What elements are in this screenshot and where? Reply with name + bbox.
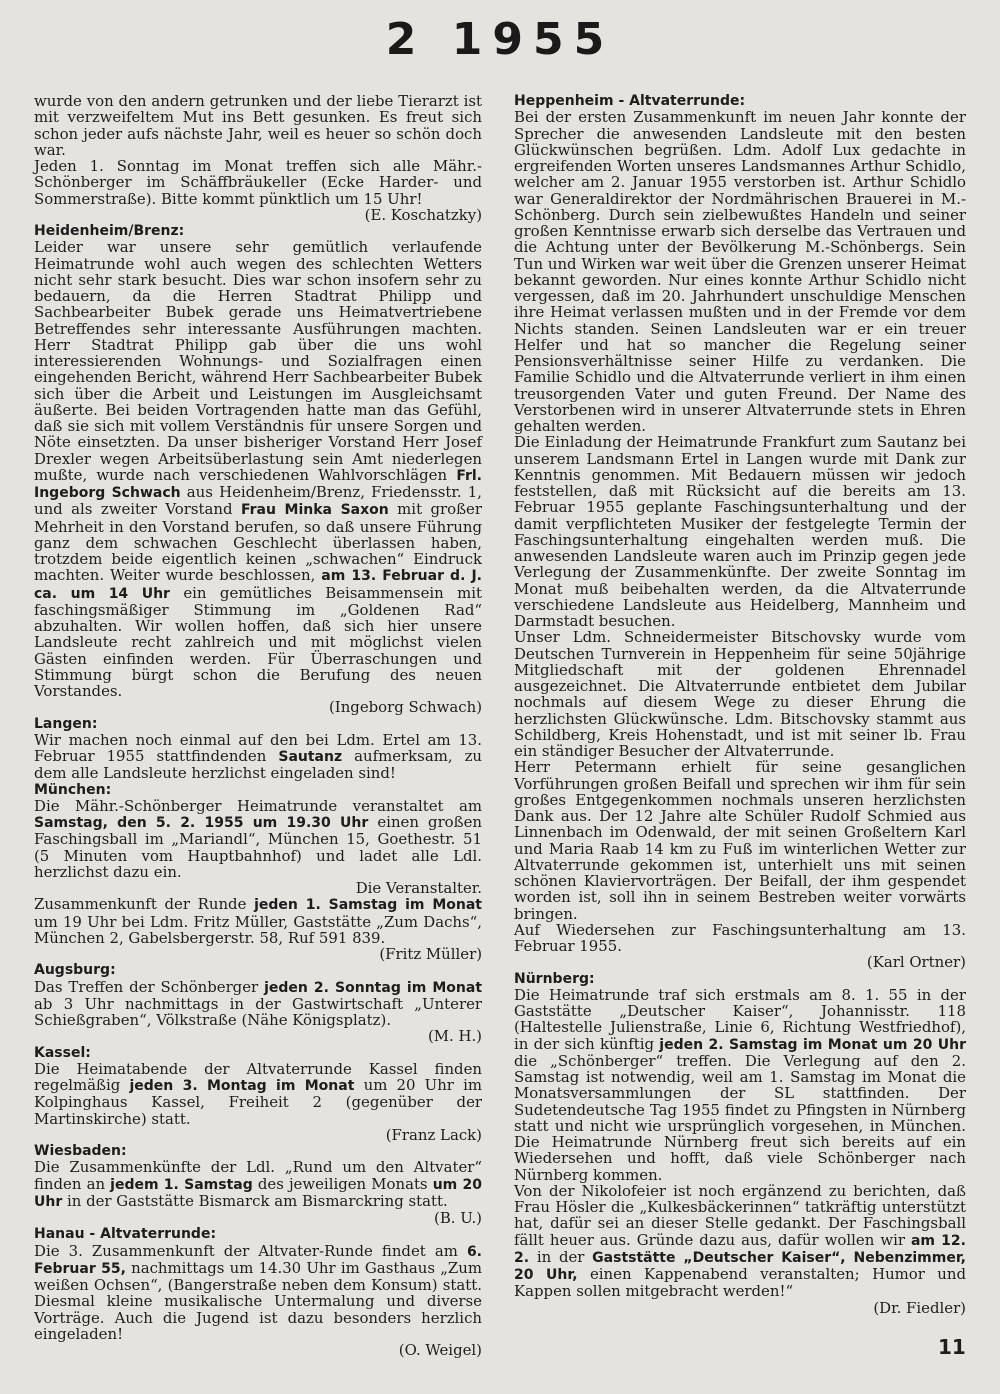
signature: (Ingeborg Schwach)	[329, 698, 482, 717]
paragraph: Unser Ldm. Schneidermeister Bitschovsky wurde vom Deutschen Turnverein in Heppenheim für seine 50jährige Mitgliedschaft mit der goldenen Ehrennadel ausgezeichnet. Die Altvaterrunde entbietet dem Jubilar nochmals auf diesem Wege zu dieser Ehrung die herzlichsten Glückwünsche. Ldm. Bitschovsky stammt aus Schildberg, Kreis Hohenstadt, und ist mit seiner lb. Frau ein ständiger Besucher der Altvaterrunde.	[514, 628, 966, 760]
paragraph: Die Heimatrunde traf sich erstmals am 8. 1. 55 in der Gaststätte „Deutscher Kaiser“, Johannisstr. 118 (Haltestelle Julienstraße, Linie 6, Richtung Westfriedhof), in der sich künftig jeden 2. Samstag im Monat um 20 Uhr die „Schönberger“ treffen. Die Verlegung auf den 2. Samstag ist notwendig, weil am 1. Samstag im Monat die Monatsversammlungen der SL stattfinden. Der Sudetendeutsche Tag 1955 findet zu Pfingsten in Nürnberg statt und nicht wie ursprünglich vorgesehen, in München. Die Heimatrunde Nürnberg freut sich bereits auf ein Wiedersehen und hofft, daß viele Schönberger nach Nürnberg kommen.	[514, 985, 967, 1184]
signature: (E. Koschatzky)	[364, 205, 482, 224]
section-heading: München:	[34, 781, 112, 798]
section-heading: Langen:	[34, 715, 98, 732]
paragraph: Herr Petermann erhielt für seine gesanglichen Vorführungen großen Beifall und sprechen wir ihm für sein großes Entgegenkommen nochmals unseren herzlichsten Dank aus. Der 12 Jahre alte Schüler Rudolf Schmied aus Linnenbach im Odenwald, der mit seinen Großeltern Karl und Maria Raab 14 km zu Fuß im winterlichen Wetter zur Altvaterrunde gekommen ist, unterhielt uns mit seinen schönen Klaviervorträgen. Der Beifall, der ihm gespendet worden ist, soll ihn in seinem Bestreben weiter vorwärts bringen.	[514, 758, 966, 923]
article-nuernberg	[514, 971, 966, 1316]
left-column	[34, 93, 482, 1358]
paragraph: Das Treffen der Schönberger jeden 2. Sonntag im Monat ab 3 Uhr nachmittags in der Gastwirtschaft „Unterer Schießgraben“, Völkstraße (Nähe Königsplatz).	[34, 977, 483, 1029]
article-augsburg	[34, 962, 482, 1044]
signature: (Fritz Müller)	[379, 945, 482, 963]
paragraph: Wir machen noch einmal auf den bei Ldm. Ertel am 13. Februar 1955 stattfindenden Sautanz aufmerksam, zu dem alle Landsleute herzlichst eingeladen sind!	[34, 730, 483, 783]
section-heading: Heppenheim - Altvaterrunde:	[514, 93, 746, 109]
article-intro	[34, 93, 482, 223]
right-column	[514, 93, 966, 1316]
page-header: 2 1955	[385, 14, 615, 65]
article-kassel	[34, 1045, 482, 1144]
paragraph: Von der Nikolofeier ist noch ergänzend zu berichten, daß Frau Hösler die „Kulkesbäckerinnen“ tatkräftig unterstützt hat, dafür sei an dieser Stelle gedankt. Der Faschingsball fällt heuer aus. Gründe dazu aus, dafür wollen wir am 12. 2. in der Gaststätte „Deutscher Kaiser“, Nebenzimmer, 20 Uhr, einen Kappenabend veranstalten; Humor und Kappen sollen mitgebracht werden!“	[514, 1181, 966, 1301]
article-langen	[34, 716, 482, 782]
signature: (Franz Lack)	[385, 1125, 482, 1144]
section-heading: Wiesbaden:	[34, 1143, 127, 1159]
section-heading: Nürnberg:	[514, 970, 595, 987]
paragraph: Die Einladung der Heimatrunde Frankfurt zum Sautanz bei unserem Landsmann Ertel in Langen wurde mit Dank zur Kenntnis genommen. Mit Bedauern müssen wir jedoch feststellen, daß mit Rücksicht auf die bereits am 13. Februar 1955 geplante Faschingsunterhaltung und der damit verpflichteten Musiker der festgelegte Termin der Faschingsunterhaltung eingehalten werden muß. Die anwesenden Landsleute waren auch im Prinzip gegen jede Verlegung der Zusammenkünfte. Der zweite Sonntag im Monat muß beibehalten werden, da die Altvaterrunde verschiedene Landsleute aus Heidelberg, Mannheim und Darmstadt besuchen.	[514, 433, 966, 630]
section-heading: Heidenheim/Brenz:	[34, 223, 185, 239]
article-wiesbaden	[34, 1143, 482, 1226]
signature: (M. H.)	[427, 1027, 482, 1046]
paragraph: Die 3. Zusammenkunft der Altvater-Runde findet am 6. Februar 55, nachmittags um 14.30 Uhr im Gasthaus „Zum weißen Ochsen“, (Bangerstraße neben dem Konsum) statt. Diesmal kleine musikalische Untermalung und diverse Vorträge. Auch die Jugend ist dazu besonders herzlich eingeladen!	[34, 1241, 482, 1343]
paragraph: Jeden 1. Sonntag im Monat treffen sich alle Mähr.-Schönberger im Schäffbräukeller (Ecke Harder- und Sommerstraße). Bitte kommt pünktlich um 15 Uhr!	[34, 157, 482, 208]
paragraph: Leider war unsere sehr gemütlich verlaufende Heimatrunde wohl auch wegen des schlechten Wetters nicht sehr stark besucht. Dies war schon insofern sehr zu bedauern, da die Herren Stadtrat Philipp und Sachbearbeiter Bubek gerade uns Heimatvertriebene Betreffendes sehr interessante Ausführungen machten. Herr Stadtrat Philipp gab über die uns wohl interessierenden Wohnungs- und Sozialfragen einen eingehenden Bericht, während Herr Sachbearbeiter Bubek sich über die Arbeit und Leistungen im Ausgleichsamt äußerte. Bei beiden Vortragenden hatte man das Gefühl, daß sie sich mit vollem Verständnis für unsere Sorgen und Nöte einsetzten. Da unser bisheriger Vorstand Herr Josef Drexler wegen Arbeitsüberlastung sein Amt niederlegen mußte, wurde nach verschiedenen Wahlvorschlägen Frl. Ingeborg Schwach aus Heidenheim/Brenz, Friedensstr. 1, und als zweiter Vorstand Frau Minka Saxon mit großer Mehrheit in den Vorstand berufen, so daß unsere Führung ganz dem schwachen Geschlecht überlassen haben, trotzdem beide eigentlich keinen „schwachen“ Eindruck machten. Weiter wurde beschlossen, am 13. Februar d. J. ca. um 14 Uhr ein gemütliches Beisammensein mit faschingsmäßiger Stimmung im „Goldenen Rad“ abzuhalten. Wir wollen hoffen, daß sich hier unsere Landsleute recht zahlreich und mit möglichst vielen Gästen einfinden werden. Für Überraschungen und Stimmung bürgt schon die Berufung des neuen Vorstandes.	[34, 238, 483, 700]
signature: (B. U.)	[434, 1209, 482, 1227]
paragraph: Die Mähr.-Schönberger Heimatrunde veranstaltet am Samstag, den 5. 2. 1955 um 19.30 Uhr einen großen Faschingsball im „Mariandl“, München 15, Goethestr. 51 (5 Minuten vom Hauptbahnhof) und ladet alle Ldl. herzlichst dazu ein.	[34, 796, 482, 881]
paragraph: wurde von den andern getrunken und der liebe Tierarzt ist mit verzweifeltem Mut ins Bett gesunken. Es freut sich schon jeder aufs nächste Jahr, weil es heuer so schön doch war.	[34, 92, 482, 159]
article-muenchen	[34, 782, 482, 963]
paragraph: Die Zusammenkünfte der Ldl. „Rund um den Altvater“ finden an jedem 1. Samstag des jeweiligen Monats um 20 Uhr in der Gaststätte Bismarck am Bismarckring statt.	[34, 1158, 482, 1210]
signature: (Karl Ortner)	[866, 953, 966, 972]
page-number: 11	[938, 1335, 966, 1359]
section-heading: Kassel:	[34, 1044, 91, 1061]
article-hanau	[34, 1226, 482, 1358]
signature: (Dr. Fiedler)	[873, 1298, 966, 1317]
paragraph: Die Heimatabende der Altvaterrunde Kassel finden regelmäßig jeden 3. Montag im Monat um 20 Uhr im Kolpinghaus Kassel, Freiheit 2 (gegenüber der Martinskirche) statt.	[34, 1059, 482, 1128]
signature: Die Veranstalter.	[355, 879, 482, 897]
paragraph: Bei der ersten Zusammenkunft im neuen Jahr konnte der Sprecher die anwesenden Landsleute mit den besten Glückwünschen begrüßen. Ldm. Adolf Lux gedachte in ergreifenden Worten unseres Landsmannes Arthur Schidlo, welcher am 2. Januar 1955 verstorben ist. Arthur Schidlo war Generaldirektor der Nordmährischen Brauerei in M.-Schönberg. Durch sein zielbewußtes Handeln und seiner großen Kenntnisse erwarb sich derselbe das Vertrauen und die Achtung unter der Bevölkerung M.-Schönbergs. Sein Tun und Wirken war weit über die Grenzen unserer Heimat bekannt geworden. Nur eines konnte Arthur Schidlo nicht vergessen, daß im 20. Jahrhundert unschuldige Menschen ihre Heimat verlassen mußten und in der Fremde vor dem Nichts standen. Seinen Landsleuten war er ein treuer Helfer und hat so mancher die Regelung seiner Pensionsverhältnisse seiner Hilfe zu verdanken. Die Familie Schidlo und die Altvaterrunde verliert in ihm einen treusorgenden Vater und guten Freund. Der Name des Verstorbenen wird in unserer Altvaterrunde stets in Ehren gehalten werden.	[514, 108, 966, 435]
article-heidenheim	[34, 223, 482, 716]
section-heading: Hanau - Altvaterrunde:	[34, 1226, 217, 1243]
signature: (O. Weigel)	[398, 1341, 482, 1359]
section-heading: Augsburg:	[34, 962, 116, 979]
paragraph: Auf Wiedersehen zur Faschingsunterhaltung am 13. Februar 1955.	[514, 920, 966, 955]
article-heppenheim	[514, 93, 966, 971]
paragraph: Zusammenkunft der Runde jeden 1. Samstag im Monat um 19 Uhr bei Ldm. Fritz Müller, Gaststätte „Zum Dachs“, München 2, Gabelsbergerstr. 58, Ruf 591 839.	[34, 895, 482, 947]
